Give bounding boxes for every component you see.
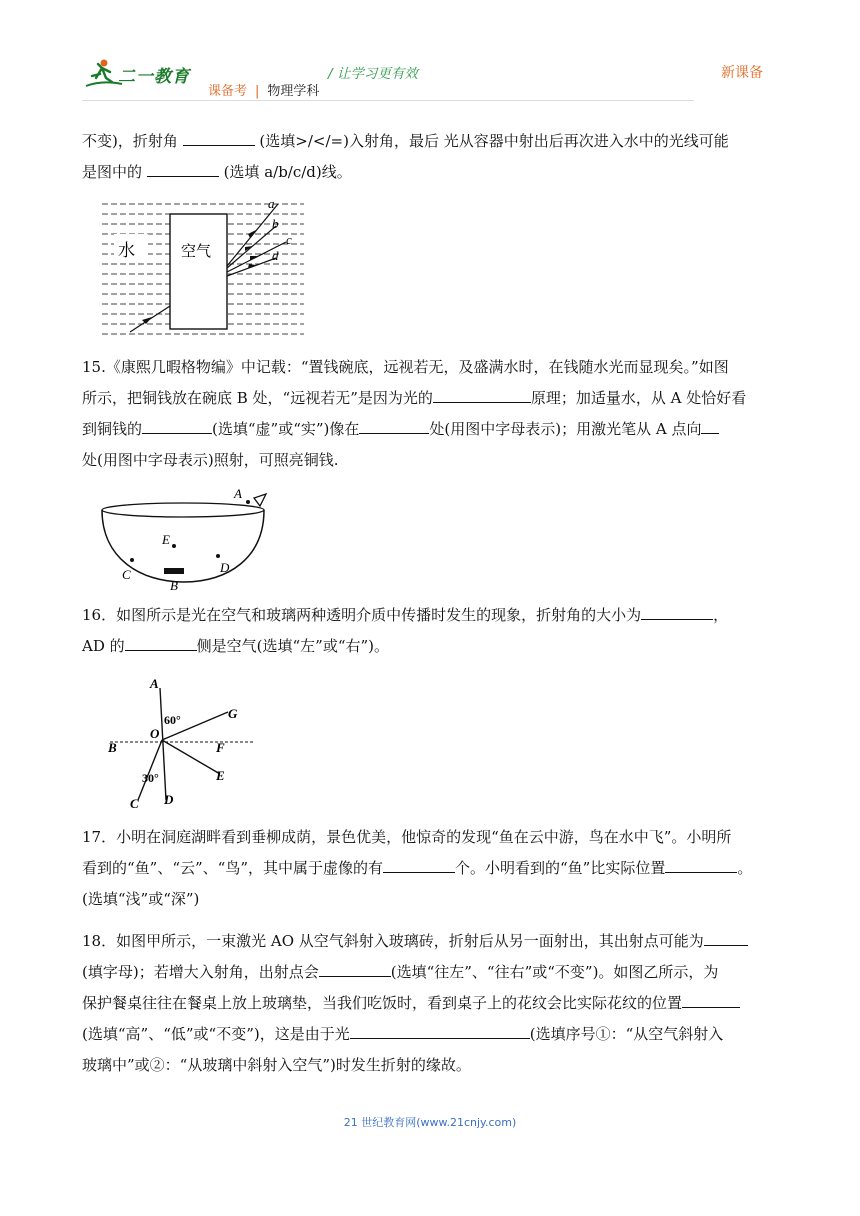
q17-line2-a: 看到的“鱼”、“云”、“鸟”，其中属于虚像的有 xyxy=(82,859,384,877)
q15-line3-a: 到铜钱的 xyxy=(82,420,143,438)
header-slogan: / 让学习更有效 xyxy=(328,66,418,82)
water-label: 水 xyxy=(118,241,135,260)
q18-line4-a: (选填“高”、“低”或“不变”)，这是由于光 xyxy=(82,1025,350,1043)
q15-blank-4 xyxy=(701,415,719,434)
q15-line3-b: (选填“虚”或“实”)像在 xyxy=(212,420,360,438)
q18-blank-3 xyxy=(682,989,740,1008)
point-label-o: O xyxy=(150,726,160,741)
q14-line1-a: 不变)，折射角 xyxy=(82,132,178,150)
bowl-label-a: A xyxy=(234,486,242,501)
q18-blank-2 xyxy=(319,958,391,977)
q15-blank-2 xyxy=(142,415,212,434)
ray-label-b: b xyxy=(272,216,279,231)
ray-label-b: B xyxy=(108,740,117,755)
bowl-label-e: E xyxy=(162,532,170,547)
bowl-label-d: D xyxy=(220,560,230,575)
q18-text xyxy=(82,926,782,1081)
bowl-label-b: B xyxy=(170,578,178,593)
q16-blank-1 xyxy=(641,601,713,620)
q17-line2-b: 个。小明看到的“鱼”比实际位置 xyxy=(455,859,666,877)
q18-line2-b: (选填“往左”、“往右”或“不变”)。如图乙所示，为 xyxy=(390,963,719,981)
q17-blank-1 xyxy=(383,854,455,873)
q14-line1-b: (选填>/</=)入射角，最后 光从容器中射出后再次进入水中的光线可能 xyxy=(259,132,729,150)
logo-text: 二一教育 xyxy=(118,67,190,87)
q15-line1: 15.《康熙几暇格物编》中记载：“置钱碗底，远视若无，及盛满水时，在钱随水光而显现矣。”如图 xyxy=(82,358,729,376)
q17-line3: (选填“浅”或“深”) xyxy=(82,890,200,908)
header-sub-left: 课备考 xyxy=(208,84,248,99)
q18-line4-b: (选填序号①：“从空气斜射入 xyxy=(529,1025,724,1043)
q16-line1-a: 16．如图所示是光在空气和玻璃两种透明介质中传播时发生的现象，折射角的大小为 xyxy=(82,606,642,624)
ray-label-g: G xyxy=(228,706,238,721)
page-header xyxy=(0,0,860,110)
q14-text xyxy=(82,126,782,188)
q18-blank-4 xyxy=(350,1020,530,1039)
q15-line3-c: 处(用图中字母表示)；用激光笔从 A 点向 xyxy=(429,420,702,438)
q15-blank-1 xyxy=(433,384,531,403)
ray-label-a: a xyxy=(268,196,275,211)
q18-line3-a: 保护餐桌往往在餐桌上放上玻璃垫，当我们吃饭时，看到桌子上的花纹会比实际花纹的位置 xyxy=(82,994,683,1012)
ray-label-f: F xyxy=(216,740,225,755)
q15-line2-b: 原理；加适量水，从 A 处恰好看 xyxy=(530,389,747,407)
q17-line1: 17．小明在洞庭湖畔看到垂柳成荫，景色优美，他惊奇的发现“鱼在云中游，鸟在水中飞”。小明所 xyxy=(82,828,732,846)
ray-label-a: A xyxy=(150,676,159,691)
q18-blank-1 xyxy=(704,927,748,946)
q16-line1-b: ， xyxy=(713,606,729,624)
q17-line2-c: 。 xyxy=(737,859,753,877)
q15-blank-3 xyxy=(359,415,429,434)
q15-bowl-figure xyxy=(96,486,276,594)
q16-refraction-figure xyxy=(104,670,264,810)
angle-label-30: 30° xyxy=(142,771,159,785)
q14-line2-a: 是图中的 xyxy=(82,163,143,181)
bowl-label-c: C xyxy=(122,567,131,582)
q14-line2-b: (选填 a/b/c/d)线。 xyxy=(223,163,352,181)
q16-blank-2 xyxy=(125,632,197,651)
angle-label-60: 60° xyxy=(164,713,181,727)
q16-text xyxy=(82,600,782,662)
q15-text xyxy=(82,352,782,476)
q18-line2-a: (填字母)；若增大入射角，出射点会 xyxy=(82,963,319,981)
page-footer: 21 世纪教育网(www.21cnjy.com) xyxy=(343,1116,517,1129)
header-subtitle xyxy=(208,80,319,99)
header-divider xyxy=(82,100,694,101)
header-brand: 新课备 xyxy=(721,65,763,81)
header-sub-sep: | xyxy=(255,84,260,99)
q17-text xyxy=(82,822,782,915)
q14-blank-1 xyxy=(183,127,255,146)
q18-line1-a: 18．如图甲所示，一束激光 AO 从空气斜射入玻璃砖，折射后从另一面射出，其出射点可能为 xyxy=(82,932,704,950)
q18-line5: 玻璃中”或②：“从玻璃中斜射入空气”)时发生折射的缘故。 xyxy=(82,1056,471,1074)
ray-label-d: d xyxy=(272,248,279,263)
ray-label-c: C xyxy=(130,796,139,810)
ray-label-c: c xyxy=(286,232,292,247)
q14-figure xyxy=(100,196,306,342)
q14-blank-2 xyxy=(147,158,219,177)
q16-line2-b: 侧是空气(选填“左”或“右”)。 xyxy=(196,637,390,655)
q15-line4: 处(用图中字母表示)照射，可照亮铜钱. xyxy=(82,451,339,469)
q15-line2-a: 所示，把铜钱放在碗底 B 处，“远视若无”是因为光的 xyxy=(82,389,433,407)
ray-label-d: D xyxy=(164,792,174,807)
air-box xyxy=(170,214,227,329)
header-sub-right: 物理学科 xyxy=(267,84,320,99)
q16-line2-a: AD 的 xyxy=(82,637,125,655)
ray-label-e: E xyxy=(216,768,225,783)
q17-blank-2 xyxy=(665,854,737,873)
air-label: 空气 xyxy=(181,244,212,260)
